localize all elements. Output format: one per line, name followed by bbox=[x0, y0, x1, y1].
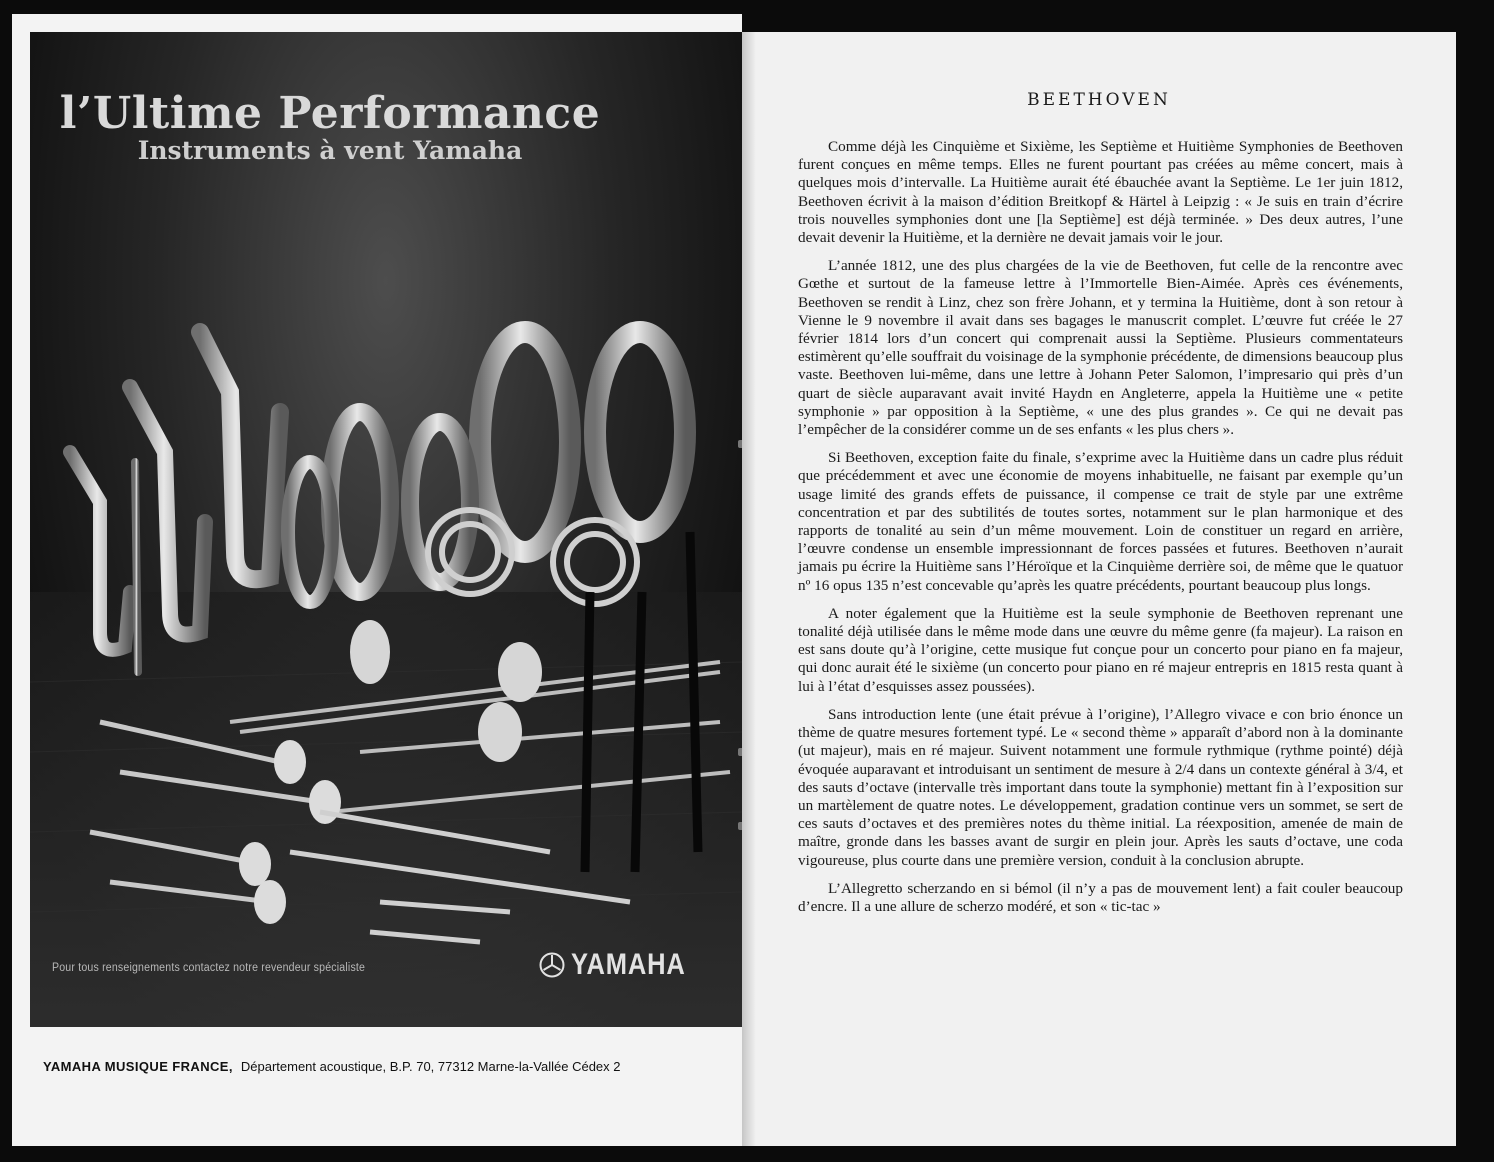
advert-title: l’Ultime Performance bbox=[59, 88, 601, 139]
paragraph-1: Comme déjà les Cinquième et Sixième, les Septième et Huitième Symphonies de Beethoven furent conçues en même temps. Elles ne furent pourtant pas créées au même concert, mais à quelques mois d’intervalle. La Huitième aurait été ébauchée avant la Septième. Le 1er juin 1812, Beethoven écrivit à la maison d’édition Breitkopf & Härtel à Leipzig : « Je suis en train d’écrire trois nouvelles symphonies dont une [la Septième] est déjà terminée. » Des deux autres, l’une devait devenir la Huitième, et la dernière ne devait jamais voir le jour. bbox=[798, 138, 1403, 247]
advert-footer bbox=[43, 1059, 621, 1074]
footer-company: YAMAHA MUSIQUE FRANCE, bbox=[43, 1059, 233, 1074]
paragraph-2: L’année 1812, une des plus chargées de la vie de Beethoven, fut celle de la rencontre avec Gœthe et surtout de la fameuse lettre à l’Immortelle Bien-Aimée. Après ces événements, Beethoven se rendit à Linz, chez son frère Johann, et y termina la Huitième, dont à son retour à Vienne le 9 novembre il avait dans ses bagages le manuscrit complet. L’œuvre fut créée le 27 février 1814 lors d’un concert qui comprenait aussi la Septième. Plusieurs commentateurs estimèrent qu’elle souffrait du voisinage de la symphonie précédente, de dimensions beaucoup plus vaste. Beethoven lui-même, dans une lettre à Johann Peter Salomon, l’impresario qui près d’un quart de siècle auparavant avait invité Haydn en Angleterre, appela la Huitième une « petite symphonie » par opposition à la Septième, « une des plus grandes ». Ce qui ne devait pas l’empêcher de la considérer comme un de ses enfants « les plus chers ». bbox=[798, 257, 1403, 439]
advert-photo-panel bbox=[30, 32, 742, 1027]
paragraph-6: L’Allegretto scherzando en si bémol (il n’y a pas de mouvement lent) a fait couler beaucoup d’encre. Il a une allure de scherzo modéré, et son « tic-tac » bbox=[798, 879, 1403, 915]
article-page bbox=[742, 32, 1456, 1146]
yamaha-brand-text: YAMAHA bbox=[571, 948, 686, 981]
paragraph-4: A noter également que la Huitième est la seule symphonie de Beethoven reprenant une tonalité déjà utilisée dans le même mode dans une œuvre du même genre (fa majeur). La raison en est sans doute qu’à l’origine, cette musique fut conçue pour un concerto pour piano en fa majeur, qui donc aurait été le sixième (un concerto pour piano en ré majeur entrepris en 1815 resta quant à lui à l’état d’esquisses assez poussées). bbox=[798, 604, 1403, 695]
advert-contact-line: Pour tous renseignements contactez notre revendeur spécialiste bbox=[52, 962, 366, 974]
paragraph-3: Si Beethoven, exception faite du finale, s’exprime avec la Huitième dans un cadre plus réduit que précédemment et avec une économie de moyens inhabituelle, ne faisant par exemple qu’un usage limité des grands effets de puissance, il compense ce trait de style par une extrême concentration et par des subtilités de toutes sortes, notamment sur le plan harmonique et des rapports de tonalité au sein d’un même mouvement. Loin de constituer un regard en arrière, l’œuvre condense un ensemble impressionnant de forces passées et futures. Beethoven n’aurait jamais pu écrire la Huitième sans l’Héroïque et la Cinquième derrière soi, de même que le quatuor nº 16 opus 135 n’est concevable qu’après les quatre précédents, pourtant beaucoup plus longs. bbox=[798, 449, 1403, 594]
yamaha-tuning-fork-emblem-icon bbox=[539, 952, 565, 978]
gutter-shadow bbox=[742, 32, 756, 1146]
article-title: BEETHOVEN bbox=[1027, 90, 1171, 110]
wind-instruments-illustration bbox=[30, 32, 742, 1027]
advert-subtitle: Instruments à vent Yamaha bbox=[137, 136, 523, 165]
yamaha-logo bbox=[539, 948, 706, 982]
footer-address: Département acoustique, B.P. 70, 77312 Marne-la-Vallée Cédex 2 bbox=[240, 1059, 621, 1074]
advert-page bbox=[12, 14, 742, 1146]
article-body bbox=[798, 138, 1403, 926]
paragraph-5: Sans introduction lente (une était prévue à l’origine), l’Allegro vivace e con brio énonce un thème de quatre mesures fortement typé. Le « second thème » apparaît d’abord non à la dominante (ut majeur), mais en ré majeur. Suivent notamment une formule rythmique (rythme pointé) déjà évoquée auparavant et introduisant un sentiment de mesure à 2/4 dans un contexte général à 3/4, et des sauts d’octave (intervalle très important dans toute la symphonie) mettant fin à l’exposition sur un martèlement de quatre notes. Le développement, gradation continue vers un sommet, se sert de ces sauts d’octaves et des premières notes du thème initial. La réexposition, amenée de main de maître, gronde dans les basses avant de surgir en plein jour. Après les sauts d’octave, une coda vigoureuse, plus courte dans une première version, conduit à la conclusion abrupte. bbox=[798, 705, 1403, 869]
